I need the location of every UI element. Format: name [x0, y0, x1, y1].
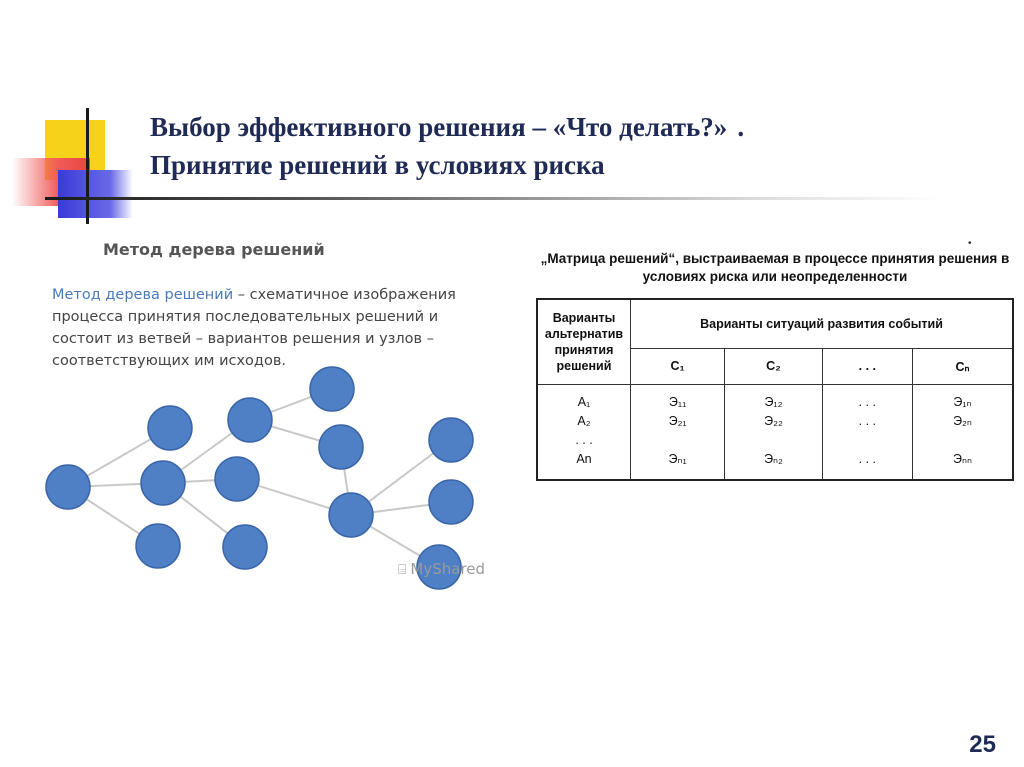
watermark-text: MyShared	[410, 560, 486, 578]
decision-matrix-table	[536, 298, 1014, 481]
column-header-cn: Cₙ	[912, 348, 1013, 384]
outcomes-cell-cn: Э₁ₙ Э₂ₙ Эₙₙ	[912, 385, 1013, 481]
column-header-c2: C₂	[725, 348, 822, 384]
tree-node	[215, 457, 259, 501]
caption-dot-decoration: •	[968, 238, 972, 249]
tree-node	[429, 418, 473, 462]
tree-node	[136, 524, 180, 568]
situations-header: Варианты ситуаций развития событий	[631, 299, 1014, 348]
description-text: – схематичное изображения процесса принятия последовательных решений и состоит из ветвей – вариантов решения и узлов – соответствующих им исходов.	[52, 287, 456, 369]
alternatives-cell: A₁ A₂ . . . An	[537, 385, 631, 481]
tree-node	[228, 398, 272, 442]
tree-node	[46, 465, 90, 509]
tree-method-heading: Метод дерева решений	[103, 240, 325, 259]
outcomes-cell-c2: Э₁₂ Э₂₂ Эₙ₂	[725, 385, 822, 481]
tree-node	[429, 480, 473, 524]
title-line-2: Принятие решений в условиях риска	[150, 150, 605, 180]
title-line-1: Выбор эффективного решения – «Что делать?»	[150, 112, 728, 142]
tree-node	[223, 525, 267, 569]
watermark	[398, 560, 485, 578]
tree-nodes	[46, 367, 473, 589]
presentation-icon: ⌸	[398, 562, 407, 578]
page-number: 25	[969, 731, 996, 758]
tree-node	[319, 425, 363, 469]
tree-node	[148, 406, 192, 450]
title-dot: .	[737, 112, 745, 142]
description-term: Метод дерева решений	[52, 287, 234, 303]
column-header-ellipsis: . . .	[822, 348, 912, 384]
matrix-caption: „Матрица решений“, выстраиваемая в процессе принятия решения в условиях риска или неопределенности	[540, 251, 1010, 284]
tree-node	[141, 461, 185, 505]
tree-node	[329, 493, 373, 537]
outcomes-cell-ellipsis: . . . . . . . . .	[822, 385, 912, 481]
tree-node	[310, 367, 354, 411]
outcomes-cell-c1: Э₁₁ Э₂₁ Эₙ₁	[631, 385, 725, 481]
alternatives-header: Варианты альтернатив принятия решений	[537, 299, 631, 385]
column-header-c1: C₁	[631, 348, 725, 384]
